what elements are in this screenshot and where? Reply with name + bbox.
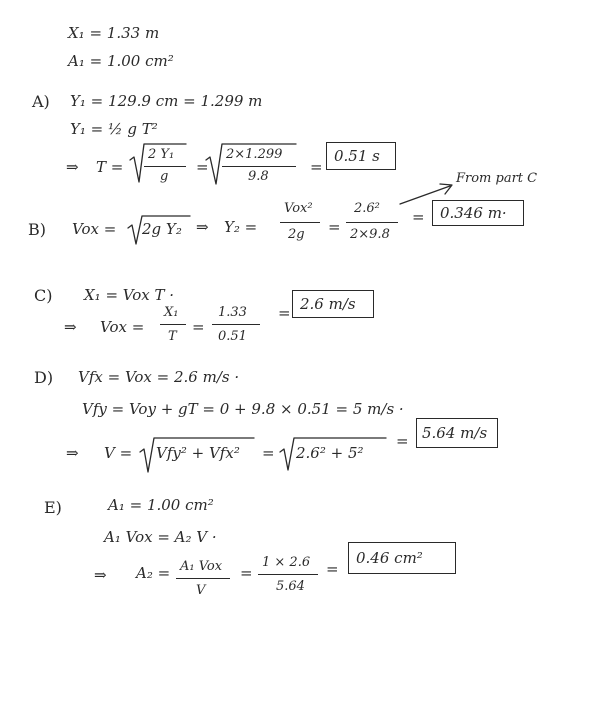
part-b-y2: Y₂ = (224, 218, 258, 236)
part-b-frac2-num: 2.6² (354, 201, 380, 216)
part-b-note: From part C (456, 171, 538, 186)
part-e-arrow: ⇒ (94, 566, 107, 584)
part-a-radical-1 (130, 144, 186, 182)
part-b-eq1: = (328, 218, 341, 236)
part-c-frac2-num: 1.33 (218, 305, 247, 320)
part-d-eq2: = (396, 432, 409, 450)
part-e-eq1: = (240, 564, 253, 582)
part-d-radical-2 (280, 438, 386, 470)
part-a-line1: Y₁ = 129.9 cm = 1.299 m (70, 92, 263, 110)
part-b-frac1-num: Vox² (284, 201, 313, 216)
part-b-eq2: = (412, 208, 425, 226)
part-c-lhs: Vox = (100, 318, 145, 336)
part-b-arrow-line (400, 186, 450, 204)
part-c-arrow: ⇒ (64, 318, 77, 336)
part-a-label: A) (32, 92, 50, 111)
part-c-eq2: = (278, 304, 291, 322)
part-a-frac2-den: 9.8 (248, 169, 269, 184)
given-x1: X₁ = 1.33 m (68, 24, 160, 42)
part-b-answer: 0.346 m· (440, 204, 507, 222)
given-a1: A₁ = 1.00 cm² (68, 52, 174, 70)
part-d-v-lhs: V = (104, 444, 133, 462)
part-b-radical (128, 216, 190, 244)
part-a-answer: 0.51 s (334, 147, 380, 165)
part-a-frac1-num: 2 Y₁ (148, 147, 175, 162)
part-c-label: C) (34, 286, 53, 305)
part-b-frac2-den: 2×9.8 (350, 227, 390, 242)
part-e-line1: A₁ = 1.00 cm² (108, 496, 214, 514)
part-d-arrow: ⇒ (66, 444, 79, 462)
part-c-frac2-den: 0.51 (218, 329, 247, 344)
part-d-sqrt1-arg: Vfy² + Vfx² (156, 444, 240, 462)
part-c-frac1-den: T (168, 329, 177, 344)
part-e-line2: A₁ Vox = A₂ V · (104, 528, 217, 546)
part-a-eq2: = (310, 158, 323, 176)
part-e-lhs: A₂ = (136, 564, 171, 582)
part-d-line1: Vfx = Vox = 2.6 m/s · (78, 368, 240, 386)
part-e-frac1-num: A₁ Vox (180, 559, 223, 574)
part-b-lhs: Vox = (72, 220, 117, 238)
part-b-label: B) (28, 220, 46, 239)
part-e-frac1-den: V (196, 583, 206, 598)
part-a-eq1: = (196, 158, 209, 176)
part-a-t-lhs: T = (96, 158, 124, 176)
part-a-arrow: ⇒ (66, 158, 79, 176)
part-c-line1: X₁ = Vox T · (84, 286, 175, 304)
part-b-frac1-den: 2g (288, 227, 305, 242)
part-b-sqrt-arg: 2g Y₂ (142, 220, 182, 238)
part-e-answer: 0.46 cm² (356, 549, 423, 567)
part-b-arrow: ⇒ (196, 218, 209, 236)
part-a-line2: Y₁ = ½ g T² (70, 120, 158, 138)
part-e-frac2-num: 1 × 2.6 (262, 555, 311, 570)
part-d-radical-1 (140, 438, 254, 472)
part-a-frac1-den: g (160, 169, 169, 184)
part-d-label: D) (34, 368, 54, 387)
part-d-answer: 5.64 m/s (422, 424, 488, 442)
part-d-sqrt2-arg: 2.6² + 5² (296, 444, 364, 462)
part-a-frac2-num: 2×1.299 (226, 147, 283, 162)
part-c-eq1: = (192, 318, 205, 336)
part-e-frac2-den: 5.64 (276, 579, 305, 594)
part-e-label: E) (44, 498, 62, 517)
part-c-frac1-num: X₁ (164, 305, 179, 320)
part-d-eq1: = (262, 444, 275, 462)
part-d-line2: Vfy = Voy + gT = 0 + 9.8 × 0.51 = 5 m/s · (82, 400, 404, 418)
part-c-answer: 2.6 m/s (300, 295, 356, 313)
part-e-eq2: = (326, 560, 339, 578)
part-a-radical-2 (206, 144, 296, 184)
